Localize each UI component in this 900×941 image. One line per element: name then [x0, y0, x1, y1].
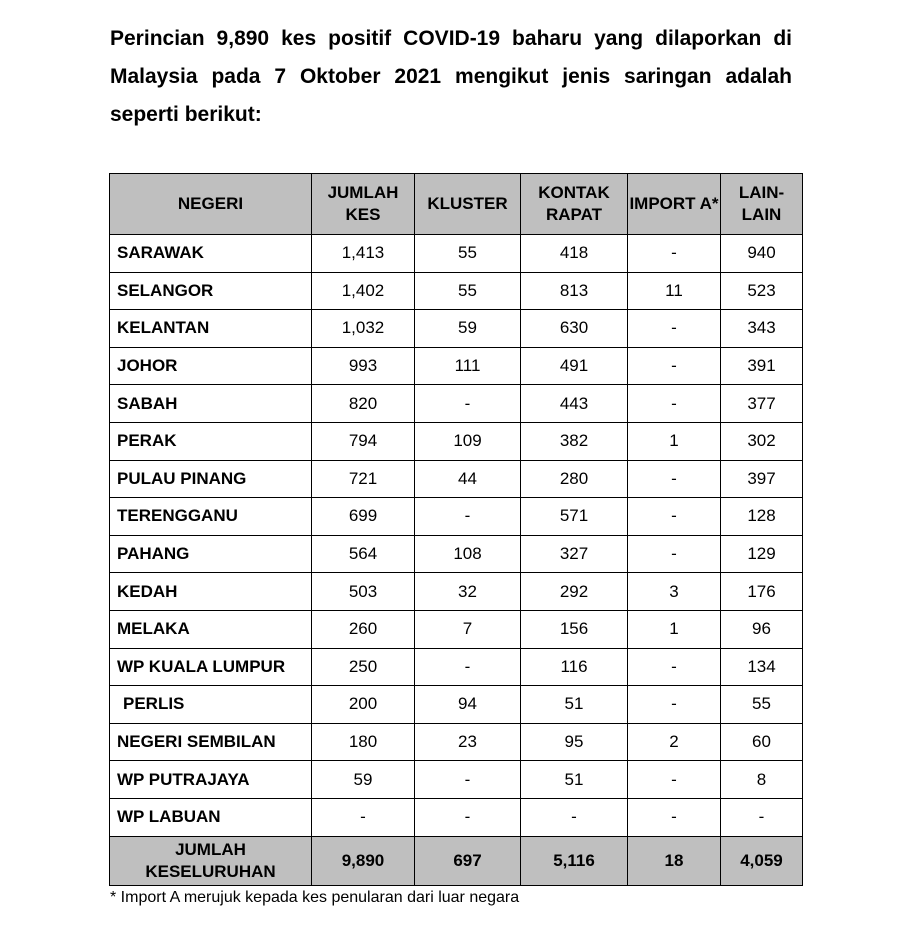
import-cell: -	[628, 460, 721, 498]
total-jumlah: 9,890	[312, 836, 415, 885]
table-header-row	[110, 174, 803, 235]
total-lain: 4,059	[721, 836, 803, 885]
kontak-cell: 51	[521, 761, 628, 799]
import-cell: 1	[628, 610, 721, 648]
kontak-cell: 95	[521, 723, 628, 761]
import-cell: -	[628, 385, 721, 423]
state-cell: KELANTAN	[110, 310, 312, 348]
total-kluster: 697	[415, 836, 521, 885]
kontak-cell: 813	[521, 272, 628, 310]
kluster-cell: 111	[415, 347, 521, 385]
lain-cell: -	[721, 798, 803, 836]
table-row	[110, 798, 803, 836]
state-cell: MELAKA	[110, 610, 312, 648]
import-cell: -	[628, 798, 721, 836]
table-row	[110, 460, 803, 498]
kluster-cell: 32	[415, 573, 521, 611]
jumlah-cell: 699	[312, 498, 415, 536]
cases-table	[109, 173, 803, 886]
kontak-cell: 382	[521, 422, 628, 460]
state-cell: PERAK	[110, 422, 312, 460]
state-cell: PAHANG	[110, 535, 312, 573]
lain-cell: 134	[721, 648, 803, 686]
import-cell: -	[628, 235, 721, 273]
state-cell: WP PUTRAJAYA	[110, 761, 312, 799]
table-row	[110, 272, 803, 310]
lain-cell: 523	[721, 272, 803, 310]
lain-cell: 176	[721, 573, 803, 611]
kluster-cell: 55	[415, 235, 521, 273]
state-cell: WP KUALA LUMPUR	[110, 648, 312, 686]
import-cell: 2	[628, 723, 721, 761]
lain-cell: 8	[721, 761, 803, 799]
table-row	[110, 648, 803, 686]
jumlah-cell: 250	[312, 648, 415, 686]
lain-cell: 940	[721, 235, 803, 273]
jumlah-cell: 1,402	[312, 272, 415, 310]
import-cell: 1	[628, 422, 721, 460]
kontak-cell: 418	[521, 235, 628, 273]
kontak-cell: 280	[521, 460, 628, 498]
jumlah-cell: 794	[312, 422, 415, 460]
kluster-cell: 59	[415, 310, 521, 348]
state-cell: WP LABUAN	[110, 798, 312, 836]
footnote: * Import A merujuk kepada kes penularan dari luar negara	[110, 889, 520, 906]
jumlah-cell: 993	[312, 347, 415, 385]
kluster-cell: 55	[415, 272, 521, 310]
intro-paragraph: Perincian 9,890 kes positif COVID-19 baharu yang dilaporkan di Malaysia pada 7 Oktober 2021 mengikut jenis saringan adalah seperti berikut:	[110, 27, 792, 126]
table-row	[110, 310, 803, 348]
import-cell: -	[628, 498, 721, 536]
kluster-cell: 44	[415, 460, 521, 498]
import-cell: -	[628, 310, 721, 348]
total-row	[110, 836, 803, 885]
kontak-cell: 51	[521, 686, 628, 724]
kluster-cell: -	[415, 798, 521, 836]
jumlah-cell: 59	[312, 761, 415, 799]
lain-cell: 129	[721, 535, 803, 573]
header-kluster: KLUSTER	[415, 174, 521, 235]
state-cell: SELANGOR	[110, 272, 312, 310]
jumlah-cell: -	[312, 798, 415, 836]
jumlah-cell: 180	[312, 723, 415, 761]
kluster-cell: 23	[415, 723, 521, 761]
kluster-cell: -	[415, 761, 521, 799]
jumlah-cell: 200	[312, 686, 415, 724]
lain-cell: 96	[721, 610, 803, 648]
kluster-cell: 109	[415, 422, 521, 460]
kontak-cell: 292	[521, 573, 628, 611]
lain-cell: 391	[721, 347, 803, 385]
state-cell: JOHOR	[110, 347, 312, 385]
kontak-cell: 571	[521, 498, 628, 536]
kluster-cell: -	[415, 648, 521, 686]
table-row	[110, 686, 803, 724]
import-cell: -	[628, 686, 721, 724]
import-cell: 3	[628, 573, 721, 611]
kontak-cell: 156	[521, 610, 628, 648]
total-kontak: 5,116	[521, 836, 628, 885]
header-kontak-rapat: KONTAK RAPAT	[521, 174, 628, 235]
kluster-cell: -	[415, 498, 521, 536]
header-lain-lain: LAIN-LAIN	[721, 174, 803, 235]
state-cell: NEGERI SEMBILAN	[110, 723, 312, 761]
jumlah-cell: 564	[312, 535, 415, 573]
state-cell: PULAU PINANG	[110, 460, 312, 498]
total-import: 18	[628, 836, 721, 885]
lain-cell: 343	[721, 310, 803, 348]
import-cell: -	[628, 761, 721, 799]
kontak-cell: -	[521, 798, 628, 836]
jumlah-cell: 1,032	[312, 310, 415, 348]
table-row	[110, 761, 803, 799]
kontak-cell: 491	[521, 347, 628, 385]
table-body	[110, 235, 803, 837]
table-row	[110, 385, 803, 423]
total-label: JUMLAH KESELURUHAN	[110, 836, 312, 885]
state-cell: SABAH	[110, 385, 312, 423]
kluster-cell: 108	[415, 535, 521, 573]
jumlah-cell: 820	[312, 385, 415, 423]
table-row	[110, 347, 803, 385]
import-cell: -	[628, 648, 721, 686]
kontak-cell: 327	[521, 535, 628, 573]
state-cell: KEDAH	[110, 573, 312, 611]
import-cell: -	[628, 535, 721, 573]
table-row	[110, 498, 803, 536]
import-cell: -	[628, 347, 721, 385]
table-row	[110, 610, 803, 648]
lain-cell: 397	[721, 460, 803, 498]
table-row	[110, 422, 803, 460]
jumlah-cell: 260	[312, 610, 415, 648]
jumlah-cell: 721	[312, 460, 415, 498]
table-row	[110, 573, 803, 611]
table-row	[110, 723, 803, 761]
state-cell: SARAWAK	[110, 235, 312, 273]
jumlah-cell: 503	[312, 573, 415, 611]
kontak-cell: 443	[521, 385, 628, 423]
kontak-cell: 630	[521, 310, 628, 348]
jumlah-cell: 1,413	[312, 235, 415, 273]
kluster-cell: -	[415, 385, 521, 423]
kluster-cell: 94	[415, 686, 521, 724]
lain-cell: 377	[721, 385, 803, 423]
header-negeri: NEGERI	[110, 174, 312, 235]
import-cell: 11	[628, 272, 721, 310]
table-row	[110, 235, 803, 273]
lain-cell: 55	[721, 686, 803, 724]
state-cell: TERENGGANU	[110, 498, 312, 536]
lain-cell: 302	[721, 422, 803, 460]
header-jumlah-kes: JUMLAH KES	[312, 174, 415, 235]
kluster-cell: 7	[415, 610, 521, 648]
lain-cell: 60	[721, 723, 803, 761]
header-import-a: IMPORT A*	[628, 174, 721, 235]
kontak-cell: 116	[521, 648, 628, 686]
state-cell: PERLIS	[110, 686, 312, 724]
lain-cell: 128	[721, 498, 803, 536]
table-row	[110, 535, 803, 573]
